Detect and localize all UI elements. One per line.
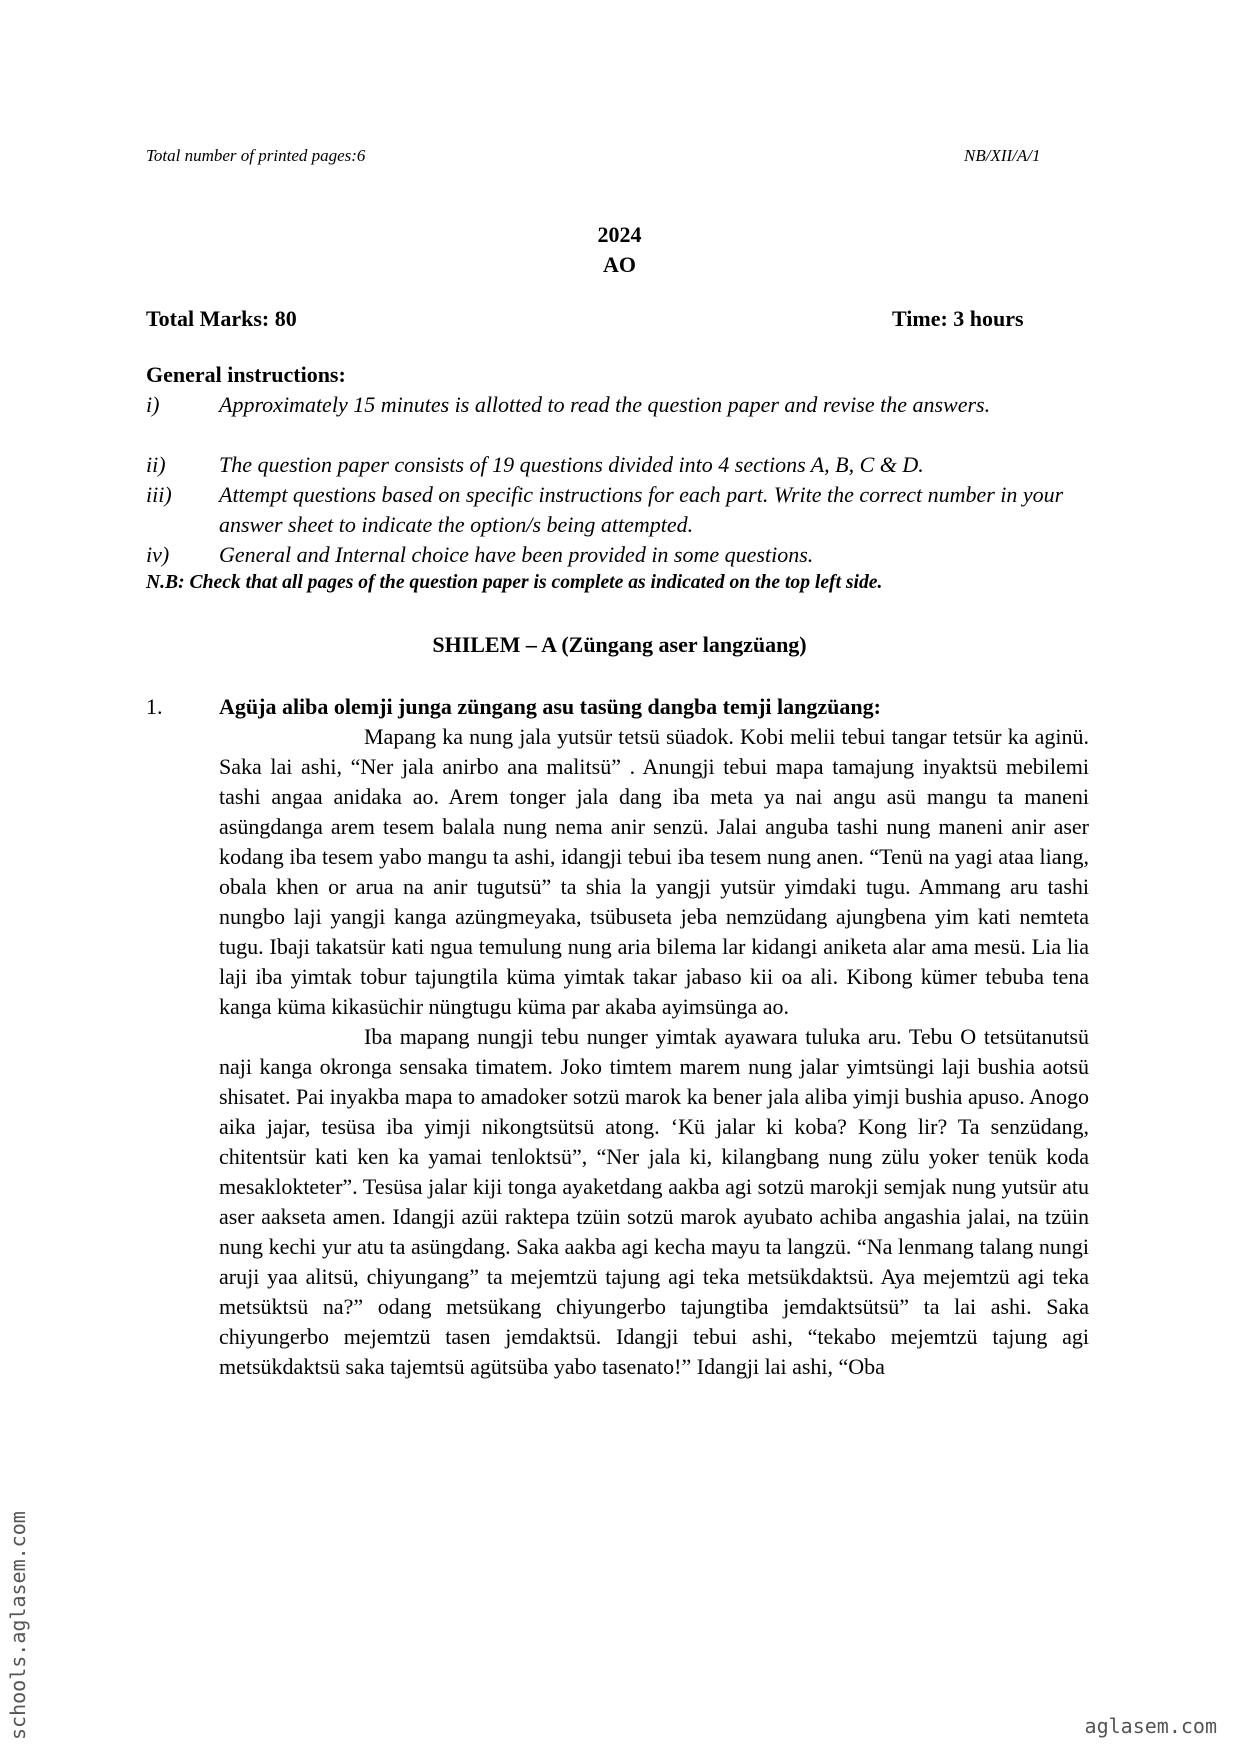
page-count-label: Total number of printed pages:6 <box>146 146 366 165</box>
corner-watermark: aglasem.com <box>1084 1714 1217 1738</box>
paper-code: NB/XII/A/1 <box>964 146 1041 165</box>
instruction-text: Attempt questions based on specific instructions for each part. Write the correct number in your answer sheet to indicate the option/s being attempted. <box>219 482 1064 537</box>
passage <box>219 722 1089 1382</box>
instruction-number: i) <box>146 392 160 417</box>
total-marks: Total Marks: 80 <box>146 306 297 331</box>
note-text: N.B: Check that all pages of the question paper is complete as indicated on the top left side. <box>146 572 883 593</box>
instruction-number: iv) <box>146 542 170 567</box>
instruction-text: Approximately 15 minutes is allotted to read the question paper and revise the answers. <box>219 392 991 417</box>
instructions-heading: General instructions: <box>146 362 346 387</box>
exam-year: 2024 <box>597 222 642 247</box>
exam-subject: AO <box>603 252 636 277</box>
instruction-text: The question paper consists of 19 questions divided into 4 sections A, B, C & D. <box>219 452 924 477</box>
instruction-number: iii) <box>146 482 172 507</box>
side-watermark: schools.aglasem.com <box>6 1511 30 1740</box>
section-title: SHILEM – A (Züngang aser langzüang) <box>432 632 807 657</box>
passage-paragraph: Iba mapang nungji tebu nunger yimtak ayawara tuluka aru. Tebu O tetsütanutsü naji kanga okronga sensaka timatem. Joko timtem marem nung jalar yimtsüngi laji bushia aotsü shisatet. Pai inyakba mapa to amadoker sotzü marok ka bener jala aliba yimji bushia apuso. Anogo aika jajar, tesüsa iba yimji nikongtsütsü atong. ‘Kü jalar ki koba? Kong lir? Ta senzüdang, chitentsür kati ken ka yamai tenloktsü”, “Ner jala ki, kilangbang nung zülu yoker tenük koda mesaklokteter”. Tesüsa jalar kiji tonga ayaketdang aakba agi sotzü marokji semjak nung yutsür atu aser aakseta amen. Idangji azüi raktepa tzüin sotzü marok ayubato achiba angashia jalai, na tzüin nung kechi yur atu ta asüngdang. Saka aakba agi kecha mayu ta langzü. “Na lenmang talang nungi aruji yaa alitsü, chiyungang” ta mejemtzü tajung agi teka metsükdaktsü. Aya mejemtzü agi teka metsüktsü na?” odang metsükang chiyungerbo tajungtiba jemdaktsütsü” ta lai ashi. Saka chiyungerbo mejemtzü tasen jemdaktsü. Idangji tebui ashi, “tekabo mejemtzü tajung agi metsükdaktsü saka tajemtsü agütsüba yabo tasenato!” Idangji lai ashi, “Oba <box>219 1024 1089 1379</box>
exam-time: Time: 3 hours <box>892 306 1024 331</box>
passage-paragraph: Mapang ka nung jala yutsür tetsü süadok. Kobi melii tebui tangar tetsür ka aginü. Saka lai ashi, “Ner jala anirbo ana malitsü” . Anungji tebui mapa tamajung inyaktsü mebilemi tashi angaa anidaka ao. Arem tonger jala dang iba meta ya nai angu asü mangu ta maneni asüngdanga arem tesem balala nung nema anir senzü. Jalai anguba tashi nung maneni anir aser kodang iba tesem yabo mangu ta ashi, idangji tebui iba tesem nung anen. “Tenü na yagi ataa liang, obala khen or arua na anir tugutsü” ta shia la yangji yutsür yimdaki tugu. Ammang aru tashi nungbo laji yangji kanga azüngmeyaka, tsübuseta jeba nemzüdang ajungbena yim kati nemteta tugu. Ibaji takatsür kati ngua temulung nung aria bilema lar kidangi aniketa alar ama mesü. Lia lia laji iba yimtak tobur tajungtila küma yimtak takar jabaso kii oa ali. Kibong kümer tebuba tena kanga küma kikasüchir nüngtugu küma par akaba ayimsünga ao. <box>219 724 1089 1019</box>
instruction-number: ii) <box>146 452 166 477</box>
question-title: Agüja aliba olemji junga züngang asu tasüng dangba temji langzüang: <box>219 694 881 719</box>
instruction-text: General and Internal choice have been provided in some questions. <box>219 542 814 567</box>
question-number: 1. <box>146 694 163 719</box>
